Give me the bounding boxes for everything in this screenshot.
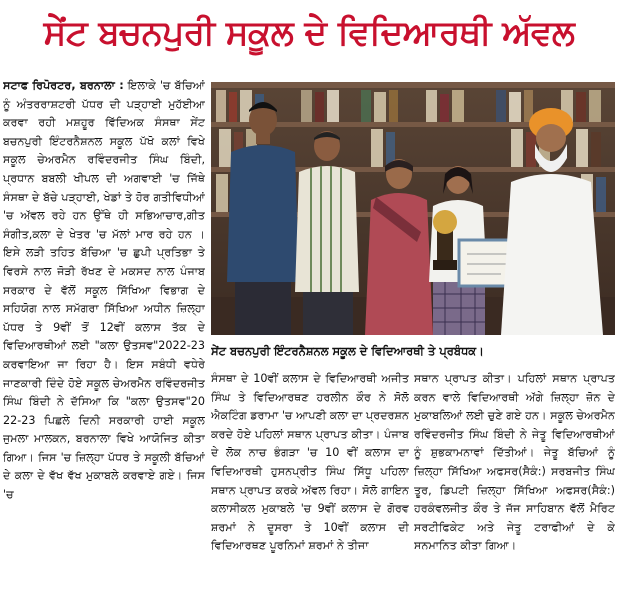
headline: ਸੇਂਟ ਬਚਨਪੁਰੀ ਸਕੂਲ ਦੇ ਵਿਦਿਆਰਥੀ ਅੱਵਲ: [43, 13, 575, 53]
news-photo: [211, 82, 615, 335]
article-column-middle: ਸੰਸਥਾ ਦੇ 10ਵੀਂ ਕਲਾਸ ਦੇ ਵਿਦਿਆਰਥੀ ਅਜੀਤ ਸਿੰਘ ਤੇ ਵਿਦਿਆਰਥਣ ਹਰਲੀਨ ਕੌਰ ਨੇ ਸੋਲੋ ਐਕਟਿੰਗ ਡਰਾਮਾ 'ਚ ਆਪਣੀ ਕਲਾ ਦਾ ਪ੍ਰਦਰਸ਼ਨ ਕਰਦੇ ਹੋਏ ਪਹਿਲਾਂ ਸਥਾਨ ਪ੍ਰਾਪਤ ਕੀਤਾ। ਪੰਜਾਬ ਦੇ ਲੋਕ ਨਾਚ ਭੰਗੜਾ 'ਚ 10 ਵੀਂ ਕਲਾਸ ਦਾ ਵਿਦਿਆਰਥੀ ਹੁਸਨਪ੍ਰੀਤ ਸਿੰਘ ਸਿੱਧੂ ਪਹਿਲਾ ਸਥਾਨ ਪ੍ਰਾਪਤ ਕਰਕੇ ਅੱਵਲ ਰਿਹਾ। ਸੋਲੋ ਗਾਇਨ ਕਲਾਸੀਕਲ ਮੁਕਾਬਲੇ 'ਚ 9ਵੀਂ ਕਲਾਸ ਦੇ ਗੋਰਵ ਸ਼ਰਮਾਂ ਨੇ ਦੂਸਰਾ ਤੇ 10ਵੀਂ ਕਲਾਸ ਦੀ ਵਿਦਿਆਰਥਣ ਪੂਰਨਿਮਾਂ ਸ਼ਰਮਾਂ ਨੇ ਤੀਜਾ: [211, 372, 409, 553]
photo-illustration: [211, 82, 615, 335]
article-column-left: [3, 77, 205, 613]
photo-caption: ਸੇਂਟ ਬਚਨਪੁਰੀ ਇੰਟਰਨੈਸ਼ਨਲ ਸਕੂਲ ਦੇ ਵਿਦਿਆਰਥੀ ਤੇ ਪ੍ਰਬੰਧਕ।: [211, 338, 615, 364]
article-column-right: ਸਥਾਨ ਪ੍ਰਾਪਤ ਕੀਤਾ। ਪਹਿਲਾਂ ਸਥਾਨ ਪ੍ਰਾਪਤ ਕਰਨ ਵਾਲੇ ਵਿਦਿਆਰਥੀ ਅੱਗੇ ਜ਼ਿਲ੍ਹਾ ਜ਼ੋਨ ਦੇ ਮੁਕਾਬਲਿਆਂ ਲਈ ਚੁਣੇ ਗਏ ਹਨ। ਸਕੂਲ ਚੇਅਰਮੈਨ ਰਵਿੰਦਰਜੀਤ ਸਿੰਘ ਬਿੰਦੀ ਨੇ ਜੇਤੂ ਵਿਦਿਆਰਥੀਆਂ ਨੂੰ ਸ਼ੁਭਕਾਮਨਾਵਾਂ ਦਿੱਤੀਆਂ। ਜੇਤੂ ਬੱਚਿਆਂ ਨੂੰ ਜ਼ਿਲ੍ਹਾ ਸਿੱਖਿਆ ਅਫਸਰ(ਸੈਕੰ:) ਸਰਬਜੀਤ ਸਿੰਘ ਤੂਰ, ਡਿਪਟੀ ਜ਼ਿਲ੍ਹਾ ਸਿੱਖਿਆ ਅਫਸਰ(ਸੈਕੰ:) ਹਰਕੰਵਲਜੀਤ ਕੌਰ ਤੇ ਜੱਜ ਸਾਹਿਬਾਨ ਵੱਲੋਂ ਮੈਰਿਟ ਸਰਟੀਫਿਕੇਟ ਅਤੇ ਜੇਤੂ ਟਰਾਫੀਆਂ ਦੇ ਕੇ ਸਨਮਾਨਿਤ ਕੀਤਾ ਗਿਆ।: [414, 372, 615, 553]
article-text-left: ਇਲਾਕੇ 'ਚ ਬੱਚਿਆਂ ਨੂੰ ਅੰਤਰਰਾਸ਼ਟਰੀ ਪੱਧਰ ਦੀ ਪੜ੍ਹਾਈ ਮੁਹੱਈਆ ਕਰਵਾ ਰਹੀ ਮਸ਼ਹੂਰ ਵਿੱਦਿਅਕ ਸੰਸਥਾ ਸੇਂਟ ਬਚਨਪੁਰੀ ਇੰਟਰਨੈਸ਼ਨਲ ਸਕੂਲ ਪੱਖੋ ਕਲਾਂ ਵਿਖੇ ਸਕੂਲ ਚੇਅਰਮੈਨ ਰਵਿੰਦਰਜੀਤ ਸਿੰਘ ਬਿੰਦੀ, ਪ੍ਰਧਾਨ ਬਬਲੀ ਖੀਪਲ ਦੀ ਅਗਵਾਈ 'ਚ ਜਿੱਥੇ ਸੰਸਥਾ ਦੇ ਬੱਚੇ ਪੜ੍ਹਾਈ, ਖੇਡਾਂ ਤੇ ਹੋਰ ਗਤੀਵਿਧੀਆਂ 'ਚ ਅੱਵਲ ਰਹੇ ਹਨ ਉੱਥੇ ਹੀ ਸਭਿਆਚਾਰ,ਗੀਤ ਸੰਗੀਤ,ਕਲਾ ਦੇ ਖੇਤਰ 'ਚ ਮੱਲਾਂ ਮਾਰ ਰਹੇ ਹਨ । ਇਸੇ ਲੜੀ ਤਹਿਤ ਬੱਚਿਆ 'ਚ ਛੁਪੀ ਪ੍ਰਤਿਭਾ ਤੇ ਵਿਰਸੇ ਨਾਲ ਜੋੜੀ ਰੱਖਣ ਦੇ ਮਕਸਦ ਨਾਲ ਪੰਜਾਬ ਸਰਕਾਰ ਦੇ ਵੱਲੋਂ ਸਕੂਲ ਸਿੱਖਿਆ ਵਿਭਾਗ ਦੇ ਸਹਿਯੋਗ ਨਾਲ ਸਮੱਗਰਾ ਸਿੱਖਿਆ ਅਧੀਨ ਜ਼ਿਲ੍ਹਾ ਪੱਧਰ ਤੇ 9ਵੀਂ ਤੋਂ 12ਵੀਂ ਕਲਾਸ ਤੱਕ ਦੇ ਵਿਦਿਆਰਥੀਆਂ ਲਈ "ਕਲਾ ਉਤਸਵ"2022-23 ਕਰਵਾਇਆ ਜਾ ਰਿਹਾ ਹੈ। ਇਸ ਸਬੰਧੀ ਵਧੇਰੇ ਜਾਣਕਾਰੀ ਦਿੰਦੇ ਹੋਏ ਸਕੂਲ ਚੇਅਰਮੈਨ ਰਵਿੰਦਰਜੀਤ ਸਿੰਘ ਬਿੰਦੀ ਨੇ ਦੱਸਿਆ ਕਿ "ਕਲਾ ਉਤਸਵ"20 22-23 ਪਿਛਲੇ ਦਿਨੀ ਸਰਕਾਰੀ ਹਾਈ ਸਕੂਲ ਜੁਮਲਾ ਮਾਲਕਨ, ਬਰਨਾਲਾ ਵਿਖੇ ਆਯੋਜਿਤ ਕੀਤਾ ਗਿਆ। ਜਿਸ 'ਚ ਜ਼ਿਲ੍ਹਾ ਪੱਧਰ ਤੇ ਸਕੂਲੀ ਬੱਚਿਆਂ ਦੇ ਕਲਾ ਦੇ ਵੱਖ ਵੱਖ ਮੁਕਾਬਲੇ ਕਰਵਾਏ ਗਏ। ਜਿਸ 'ਚ: [3, 79, 205, 502]
byline: ਸਟਾਫ ਰਿਪੋਰਟਰ, ਬਰਨਾਲਾ :: [3, 79, 124, 92]
